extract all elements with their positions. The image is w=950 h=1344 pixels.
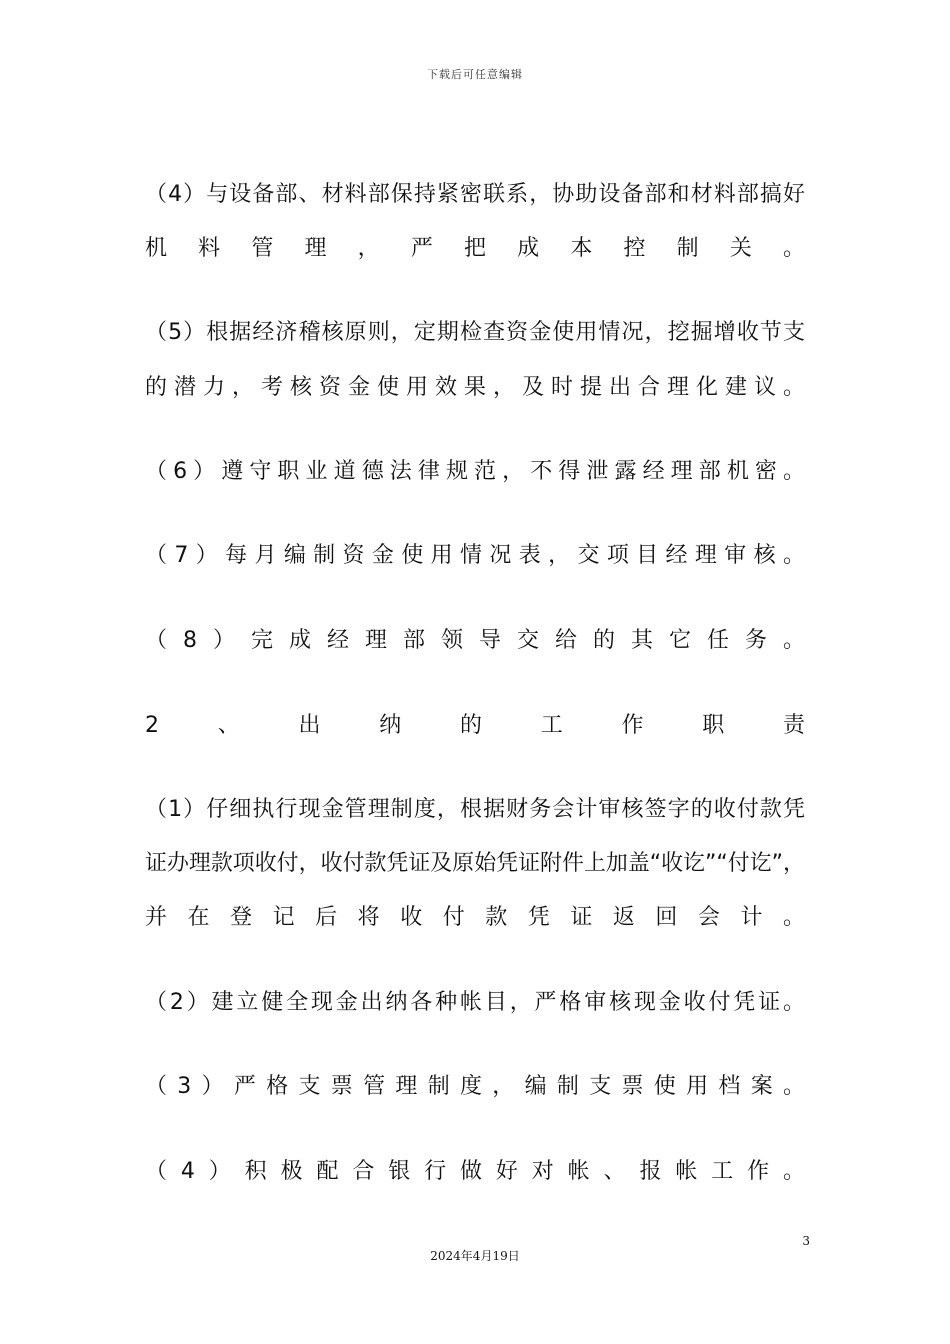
text-line: （1）仔细执行现金管理制度，根据财务会计审核签字的收付款凭 bbox=[145, 797, 805, 822]
text-line: 证办理款项收付，收付款凭证及原始凭证附件上加盖“收讫”“付讫”， bbox=[145, 851, 805, 876]
page-footer-date: 2024年4月19日 bbox=[430, 1249, 520, 1263]
text-line: （5）根据经济稽核原则，定期检查资金使用情况，挖掘增收节支 bbox=[145, 320, 805, 345]
text-line: （2）建立健全现金出纳各种帐目，严格审核现金收付凭证。 bbox=[145, 990, 805, 1015]
page-number: 3 bbox=[802, 1234, 810, 1248]
text-line: （4）与设备部、材料部保持紧密联系，协助设备部和材料部搞好 bbox=[145, 182, 805, 207]
section-heading: 2、出纳的工作职责 bbox=[145, 713, 805, 738]
text-line: （7）每月编制资金使用情况表，交项目经理审核。 bbox=[145, 543, 805, 568]
text-line: （8）完成经理部领导交给的其它任务。 bbox=[145, 628, 805, 653]
page-header: 下载后可任意编辑 bbox=[427, 68, 523, 81]
text-line: （4）积极配合银行做好对帐、报帐工作。 bbox=[145, 1159, 805, 1184]
text-line: 并在登记后将收付款凭证返回会计。 bbox=[145, 905, 805, 930]
text-line: 的潜力，考核资金使用效果，及时提出合理化建议。 bbox=[145, 375, 805, 400]
text-line: （6）遵守职业道德法律规范，不得泄露经理部机密。 bbox=[145, 459, 805, 484]
text-line: 机料管理，严把成本控制关。 bbox=[145, 236, 805, 261]
text-line: （3）严格支票管理制度，编制支票使用档案。 bbox=[145, 1074, 805, 1099]
